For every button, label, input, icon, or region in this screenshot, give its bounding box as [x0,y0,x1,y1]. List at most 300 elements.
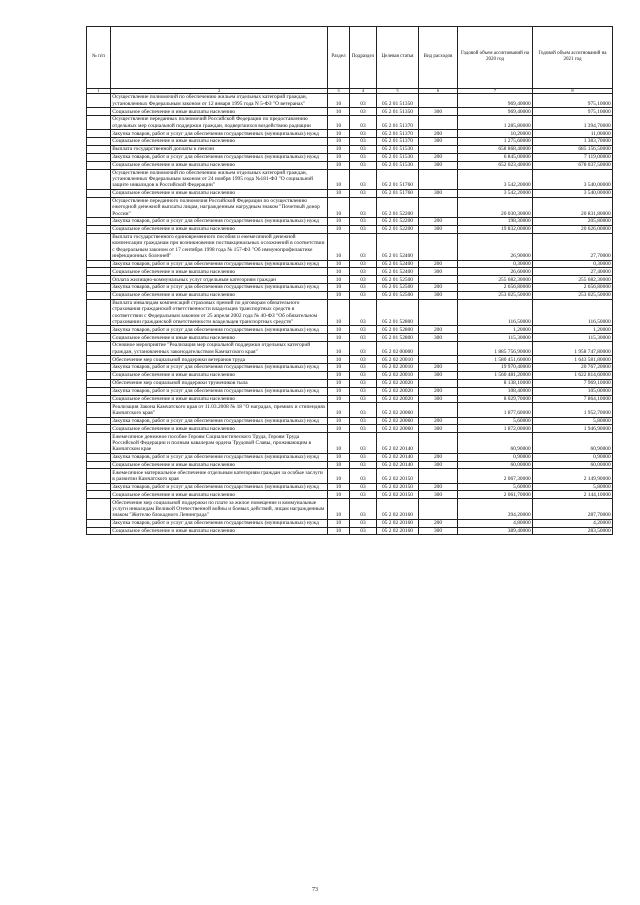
cell-podrazdel: 03 [350,387,377,395]
table-row [87,130,613,138]
cell-podrazdel: 03 [350,372,377,380]
cell-2021: 1 383,70000 [533,138,613,146]
cell-vid: 200 [419,326,458,334]
cell-2021: 7 969,10000 [533,379,613,387]
cell-razdel: 10 [328,326,350,334]
cell-podrazdel: 03 [350,226,377,234]
cell-razdel: 10 [328,483,350,491]
cell-target: 05 2 02 20160 [377,527,419,535]
cell-vid: 200 [419,519,458,527]
cell-target: 05 2 02 20020 [377,379,419,387]
cell-name: Выплата инвалидам компенсаций страховых премий по договорам обязательного страхования гражданской ответственности владельцев транспортных средств в соответствии с Федеральным законом от 25 апреля 2002 года № 40-ФЗ "Об обязательном страховании гражданской ответственности владельцев транспортных средств" [111,299,328,326]
cell-2020: 1,20000 [458,326,533,334]
cell-2021: 7 864,10000 [533,395,613,403]
column-number: 8 [533,88,613,94]
cell-podrazdel: 03 [350,417,377,425]
cell-num [87,233,111,260]
cell-num [87,299,111,326]
cell-name: Выплата государственного единовременного пособия и ежемесячной денежной компенсации гражданам при возникновении поствакцинальных осложнений в соответствии с Федеральным законом от 17 сентября 1998 года № 157-ФЗ "Об иммунопрофилактике инфекционных болезней" [111,233,328,260]
cell-razdel: 10 [328,299,350,326]
header-vid: Вид расходов [419,27,458,89]
cell-podrazdel: 03 [350,94,377,108]
cell-name: Реализация Закона Камчатского края от 11.03.2008 № 18 "О наградах, премиях и стипендиях Камчатского края" [112,403,326,417]
cell-vid: 300 [419,527,458,535]
cell-2020: 1 580 451,60000 [458,356,533,364]
cell-target: 05 2 01 52500 [377,291,419,299]
cell-2020: 253 025,50000 [458,291,533,299]
cell-razdel: 10 [328,153,350,161]
table-row [87,387,613,395]
cell-num [87,387,111,395]
cell-vid [419,499,458,519]
cell-podrazdel: 03 [350,108,377,116]
cell-name: Осуществление полномочий по обеспечению жильем отдельных категорий граждан, установленных Федеральным законом от 12 января 1995 года N 5-ФЗ "О ветеранах" [111,94,328,108]
cell-razdel: 10 [328,491,350,499]
table-row [87,461,613,469]
cell-podrazdel: 03 [350,153,377,161]
cell-num [87,284,111,292]
header-row [87,27,613,89]
table-row [87,364,613,372]
cell-podrazdel: 03 [350,138,377,146]
cell-vid: 300 [419,491,458,499]
cell-2020: 394,20000 [458,499,533,519]
cell-razdel: 10 [328,94,350,108]
table-row [87,491,613,499]
cell-vid: 200 [419,260,458,268]
cell-2021: 2 656,80000 [533,284,613,292]
cell-name: Ежемесячное денежное пособие Героям Социалистического Труда, Героям Труда Российской Федерации и полным кавалерам ордена Трудовой Славы, проживающим в Камчатском крае [111,433,328,453]
cell-vid: 200 [419,130,458,138]
cell-razdel: 10 [328,372,350,380]
table-row [87,226,613,234]
cell-razdel: 10 [328,260,350,268]
cell-2021: 1 394,70000 [533,116,613,130]
table-row [87,233,613,260]
cell-razdel: 10 [328,116,350,130]
cell-name: Выплата государственной доплаты к пенсии [111,145,328,153]
table-row [87,342,613,356]
cell-num [87,218,111,226]
cell-podrazdel: 03 [350,527,377,535]
cell-2020: 20 030,30000 [458,197,533,217]
cell-name: Осуществление полномочий по обеспечению жильем отдельных категорий граждан, установленных Федеральным законом от 24 ноября 1995 года №181-ФЗ "О социальной защите инвалидов в Российской Федерации" [111,169,328,189]
cell-razdel: 10 [328,387,350,395]
cell-2021: 11,00000 [533,130,613,138]
cell-vid: 200 [419,387,458,395]
cell-target: 05 2 01 51530 [377,153,419,161]
cell-target: 05 2 02 20150 [377,483,419,491]
cell-razdel: 10 [328,417,350,425]
cell-podrazdel: 03 [350,499,377,519]
page-number: 73 [312,887,318,893]
cell-2021: 975,10000 [533,108,613,116]
cell-target: 05 2 02 20010 [377,372,419,380]
cell-2021: 105,00000 [533,387,613,395]
cell-podrazdel: 03 [350,130,377,138]
cell-name: Социальное обеспечение и иные выплаты населению [111,395,328,403]
cell-target: 05 2 01 51350 [377,94,419,108]
cell-num [87,138,111,146]
cell-name: Обеспечение мер социальной поддержки тружеников тыла [111,379,328,387]
cell-vid: 300 [419,268,458,276]
cell-num [87,433,111,453]
cell-2020: 255 682,30000 [458,276,533,284]
cell-razdel: 10 [328,379,350,387]
cell-name: Закупка товаров, работ и услуг для обеспечения государственных (муниципальных) нужд [111,130,328,138]
cell-num [87,527,111,535]
cell-vid: 300 [419,138,458,146]
cell-name: Закупка товаров, работ и услуг для обеспечения государственных (муниципальных) нужд [111,453,328,461]
cell-target: 05 2 01 51370 [377,130,419,138]
column-number: 7 [458,88,533,94]
table-row [87,197,613,217]
cell-2020: 1 885 756,90000 [458,342,533,356]
cell-name: Социальное обеспечение и иные выплаты населению [111,268,328,276]
cell-razdel: 10 [328,334,350,342]
cell-2020: 5,60000 [458,417,533,425]
cell-2020: 198,30000 [458,218,533,226]
cell-vid: 300 [419,334,458,342]
cell-vid [419,342,458,356]
cell-num [87,342,111,356]
cell-target: 05 2 02 20060 [377,425,419,433]
table-row [87,145,613,153]
cell-vid: 200 [419,417,458,425]
cell-razdel: 10 [328,138,350,146]
table-row [87,403,613,417]
cell-num [87,491,111,499]
header-2021: Годовой объем ассигнований на 2021 год [533,27,613,89]
cell-razdel: 10 [328,145,350,153]
cell-target: 05 2 01 51370 [377,116,419,130]
cell-2020: 658 868,40000 [458,145,533,153]
cell-target: 05 2 02 20160 [377,519,419,527]
cell-2020: 2 656,80000 [458,284,533,292]
cell-name: Обеспечение мер социальной поддержки ветеранов труда [111,356,328,364]
cell-num [87,372,111,380]
cell-2020: 1 275,60000 [458,138,533,146]
cell-name: Закупка товаров, работ и услуг для обеспечения государственных (муниципальных) нужд [111,519,328,527]
cell-2020: 6 845,00000 [458,153,533,161]
table-row [87,169,613,189]
cell-vid: 300 [419,161,458,169]
cell-name: Закупка товаров, работ и услуг для обеспечения государственных (муниципальных) нужд [111,218,328,226]
cell-vid: 300 [419,395,458,403]
cell-2020: 108,40000 [458,387,533,395]
cell-podrazdel: 03 [350,299,377,326]
cell-2020: 1 560 481,20000 [458,372,533,380]
cell-podrazdel: 03 [350,284,377,292]
cell-2021: 678 037,50000 [533,161,613,169]
cell-vid: 300 [419,226,458,234]
cell-name: Социальное обеспечение и иные выплаты населению [111,226,328,234]
cell-num [87,260,111,268]
cell-name: Социальное обеспечение и иные выплаты населению [111,291,328,299]
cell-num [87,334,111,342]
cell-podrazdel: 03 [350,461,377,469]
cell-razdel: 10 [328,189,350,197]
cell-2021: 0,30000 [533,260,613,268]
cell-razdel: 10 [328,233,350,260]
cell-2021: 1 643 581,80000 [533,356,613,364]
cell-num [87,364,111,372]
cell-vid: 200 [419,364,458,372]
cell-2020: 10,20000 [458,130,533,138]
cell-2020: 115,30000 [458,334,533,342]
table-row [87,395,613,403]
cell-vid [419,169,458,189]
table-row [87,469,613,483]
cell-num [87,519,111,527]
cell-num [87,161,111,169]
cell-2020: 652 023,40000 [458,161,533,169]
cell-target: 05 2 02 20140 [377,433,419,453]
table-row [87,161,613,169]
cell-razdel: 10 [328,395,350,403]
cell-2021: 1 622 814,60000 [533,372,613,380]
cell-2021: 4,20000 [533,519,613,527]
cell-num [87,169,111,189]
cell-2021: 20 831,80000 [533,197,613,217]
budget-table-container [86,26,612,535]
cell-target: 05 2 01 52400 [377,233,419,260]
cell-name: Социальное обеспечение и иные выплаты населению [111,527,328,535]
header-name [111,27,328,89]
column-number: 6 [419,88,458,94]
cell-num [87,145,111,153]
table-row [87,260,613,268]
cell-2020: 389,40000 [458,527,533,535]
header-2020: Годовой объем ассигнований на 2020 год [458,27,533,89]
cell-name: Основное мероприятие "Реализация мер социальной поддержки отдельных категорий граждан, установленных законодательством Камчатского края" [111,342,328,356]
cell-2020: 19 970,40000 [458,364,533,372]
cell-vid [419,469,458,483]
table-row [87,268,613,276]
cell-podrazdel: 03 [350,356,377,364]
cell-target: 05 2 01 52200 [377,197,419,217]
cell-2021: 205,80000 [533,218,613,226]
cell-2021: 60,90000 [533,433,613,453]
table-row [87,417,613,425]
cell-podrazdel: 03 [350,161,377,169]
cell-2021: 27,40000 [533,268,613,276]
cell-podrazdel: 03 [350,395,377,403]
cell-name: Социальное обеспечение и иные выплаты населению [111,161,328,169]
cell-num [87,94,111,108]
cell-name: Закупка товаров, работ и услуг для обеспечения государственных (муниципальных) нужд [111,483,328,491]
cell-podrazdel: 03 [350,260,377,268]
cell-name: Социальное обеспечение и иные выплаты населению [111,461,328,469]
cell-name: Закупка товаров, работ и услуг для обеспечения государственных (муниципальных) нужд [111,284,328,292]
column-number: 2 [111,88,328,94]
cell-2020: 1 285,80000 [458,116,533,130]
cell-podrazdel: 03 [350,291,377,299]
cell-vid: 200 [419,153,458,161]
cell-2020: 116,50000 [458,299,533,326]
cell-name: Социальное обеспечение и иные выплаты населению [111,334,328,342]
cell-name: Обеспечение мер социальной поддержки по плате за жилое помещение и коммунальные услуги инвалидам Великой Отечественной войны и боевых действий, лицам награжденным знаком "Жителю блокадного Ленинграда" [111,499,328,519]
cell-podrazdel: 03 [350,519,377,527]
cell-2020: 60,00000 [458,461,533,469]
cell-vid: 300 [419,461,458,469]
cell-vid [419,116,458,130]
cell-2021: 20 626,00000 [533,226,613,234]
cell-target: 05 2 02 20060 [377,417,419,425]
cell-target: 05 2 02 20060 [377,403,419,417]
cell-target: 05 2 01 52800 [377,334,419,342]
cell-vid: 200 [419,483,458,491]
cell-podrazdel: 03 [350,469,377,483]
cell-target: 05 2 01 52800 [377,299,419,326]
cell-name: Социальное обеспечение и иные выплаты населению [111,189,328,197]
cell-target: 05 2 02 20150 [377,491,419,499]
cell-podrazdel: 03 [350,425,377,433]
table-row [87,372,613,380]
cell-num [87,189,111,197]
cell-vid [419,356,458,364]
cell-podrazdel: 03 [350,491,377,499]
cell-podrazdel: 03 [350,334,377,342]
cell-name: Закупка товаров, работ и услуг для обеспечения государственных (муниципальных) нужд [111,387,328,395]
cell-vid [419,233,458,260]
cell-razdel: 10 [328,453,350,461]
cell-name: Закупка товаров, работ и услуг для обеспечения государственных (муниципальных) нужд [111,153,328,161]
cell-2020: 1 877,60000 [458,403,533,417]
cell-vid: 300 [419,189,458,197]
cell-2020: 26,90000 [458,233,533,260]
cell-razdel: 10 [328,268,350,276]
cell-2020: 969,40000 [458,94,533,108]
table-row [87,433,613,453]
table-row [87,453,613,461]
cell-podrazdel: 03 [350,268,377,276]
cell-target: 05 2 01 52400 [377,260,419,268]
table-row [87,94,613,108]
cell-razdel: 10 [328,169,350,189]
cell-target: 05 2 02 20140 [377,461,419,469]
cell-razdel: 10 [328,226,350,234]
table-row [87,527,613,535]
cell-2021: 3 540,00000 [533,169,613,189]
cell-vid: 300 [419,291,458,299]
cell-name: Закупка товаров, работ и услуг для обеспечения государственных (муниципальных) нужд [111,260,328,268]
table-row [87,299,613,326]
cell-vid: 200 [419,284,458,292]
cell-2020: 26,60000 [458,268,533,276]
cell-2020: 3 542,20000 [458,189,533,197]
cell-name: Социальное обеспечение и иные выплаты населению [111,425,328,433]
table-row [87,218,613,226]
cell-razdel: 10 [328,342,350,356]
cell-target: 05 2 01 52500 [377,284,419,292]
cell-target: 05 2 01 52800 [377,326,419,334]
cell-2021: 5,80000 [533,483,613,491]
cell-num [87,130,111,138]
table-row [87,425,613,433]
cell-2021: 3 540,00000 [533,189,613,197]
table-row [87,379,613,387]
cell-vid: 300 [419,372,458,380]
cell-razdel: 10 [328,108,350,116]
cell-target: 05 2 01 52500 [377,276,419,284]
cell-vid [419,299,458,326]
header-num: № п/п [87,27,111,89]
cell-num [87,403,111,417]
cell-num [87,469,111,483]
column-number: 4 [350,88,377,94]
cell-num [87,483,111,491]
cell-razdel: 10 [328,499,350,519]
cell-podrazdel: 03 [350,342,377,356]
cell-razdel: 10 [328,364,350,372]
table-row [87,291,613,299]
cell-2021: 0,90000 [533,453,613,461]
cell-razdel: 10 [328,461,350,469]
cell-vid: 200 [419,218,458,226]
cell-vid: 300 [419,425,458,433]
cell-2021: 2 149,90000 [533,469,613,483]
table-row [87,189,613,197]
cell-podrazdel: 03 [350,197,377,217]
cell-2020: 1 872,00000 [458,425,533,433]
cell-num [87,291,111,299]
cell-vid [419,197,458,217]
table-row [87,334,613,342]
cell-target: 05 2 01 52200 [377,218,419,226]
cell-num [87,417,111,425]
cell-podrazdel: 03 [350,326,377,334]
cell-podrazdel: 03 [350,403,377,417]
cell-name: Закупка товаров, работ и услуг для обеспечения государственных (муниципальных) нужд [111,417,328,425]
cell-target: 05 2 01 51530 [377,161,419,169]
cell-razdel: 10 [328,425,350,433]
cell-razdel: 10 [328,130,350,138]
cell-razdel: 10 [328,403,350,417]
cell-2020: 3 542,20000 [458,169,533,189]
cell-podrazdel: 03 [350,433,377,453]
cell-vid [419,433,458,453]
cell-2021: 1 952,70000 [533,403,613,417]
cell-razdel: 10 [328,291,350,299]
cell-podrazdel: 03 [350,276,377,284]
header-target: Целевая статья [377,27,419,89]
column-number: 3 [328,88,350,94]
cell-2021: 975,10000 [533,94,613,108]
cell-2021: 116,50000 [533,299,613,326]
cell-num [87,379,111,387]
table-row [87,519,613,527]
column-number: 5 [377,88,419,94]
cell-2020: 19 832,00000 [458,226,533,234]
cell-target: 05 2 01 52200 [377,226,419,234]
cell-podrazdel: 03 [350,483,377,491]
cell-2020: 4,80000 [458,519,533,527]
cell-2021: 5,80000 [533,417,613,425]
cell-target: 05 2 02 20010 [377,356,419,364]
header-razdel: Раздел [328,27,350,89]
cell-2021: 253 025,50000 [533,291,613,299]
cell-name: Осуществление переданного полномочия Российской Федерации по осуществлению ежегодной денежной выплаты лицам, награжденным нагрудным знаком "Почетный донор России" [111,197,328,217]
cell-target: 05 2 01 52400 [377,268,419,276]
cell-num [87,499,111,519]
cell-name: Ежемесячное материальное обеспечение отдельным категориям граждан за особые заслуги в развитии Камчатского края [111,469,328,483]
cell-target: 05 2 02 20010 [377,364,419,372]
cell-2020: 2 067,30000 [458,469,533,483]
cell-vid: 200 [419,453,458,461]
cell-podrazdel: 03 [350,218,377,226]
cell-num [87,461,111,469]
